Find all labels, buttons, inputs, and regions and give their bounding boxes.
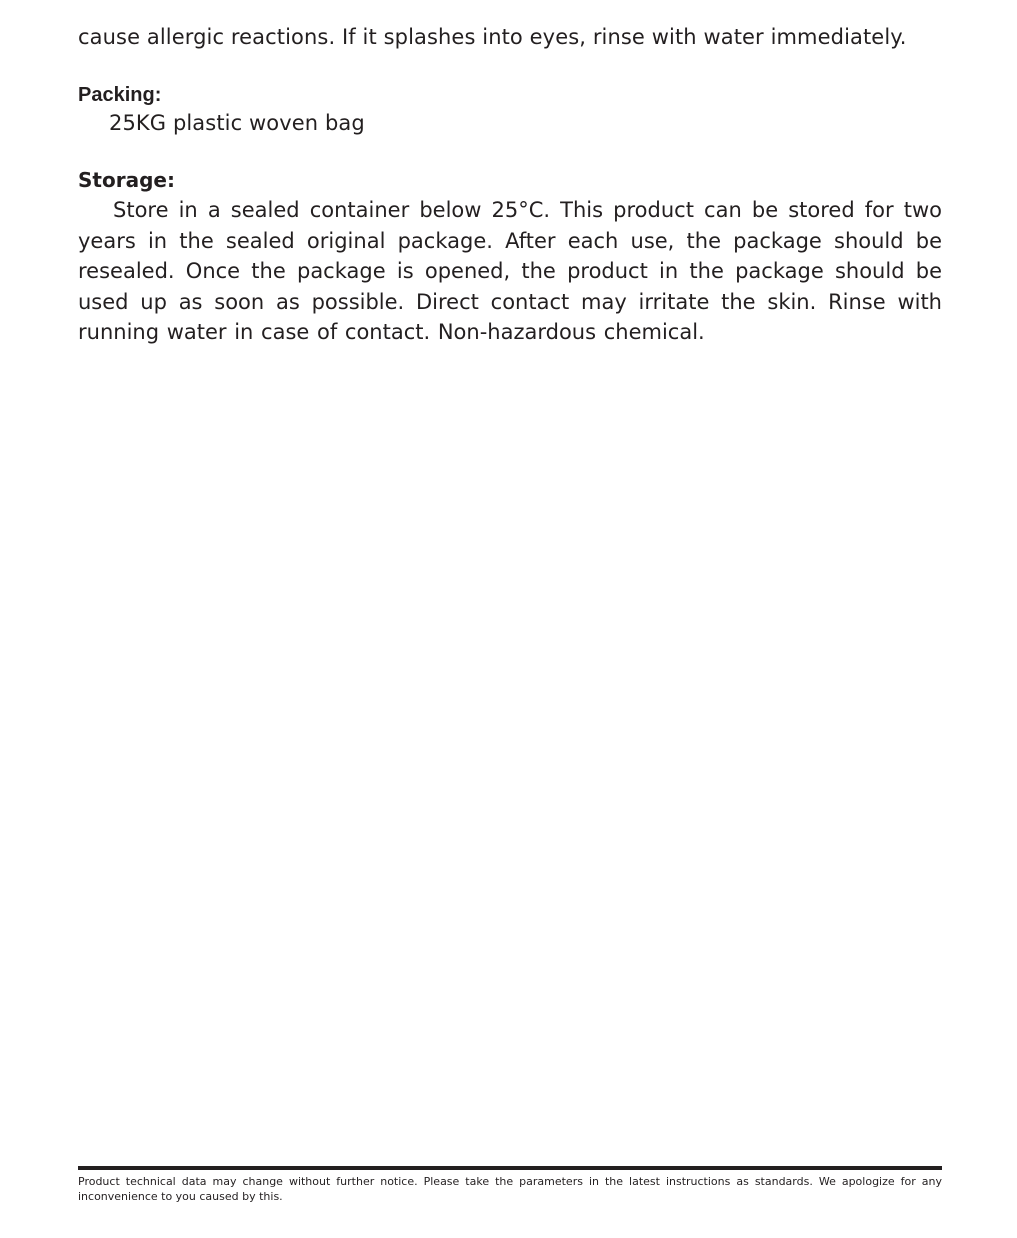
footer-disclaimer: Product technical data may change without further notice. Please take the parameters in the latest instructions as standards. We apologize for any inconvenience to you caused by this.: [78, 1175, 942, 1203]
packing-heading: Packing:: [78, 84, 162, 106]
packing-text: 25KG plastic woven bag: [109, 111, 365, 135]
continued-paragraph: cause allergic reactions. If it splashes into eyes, rinse with water immediately.: [78, 25, 907, 49]
footer-divider: [78, 1166, 942, 1170]
storage-heading: Storage:: [78, 168, 175, 192]
document-page: [78, 0, 942, 1238]
storage-paragraph: Store in a sealed container below 25°C. This product can be stored for two years in the sealed original package. After each use, the package should be resealed. Once the package is opened, the product in the package should be used up as soon as possible. Direct contact may irritate the skin. Rinse with running water in case of contact. Non-hazardous chemical.: [78, 198, 942, 344]
